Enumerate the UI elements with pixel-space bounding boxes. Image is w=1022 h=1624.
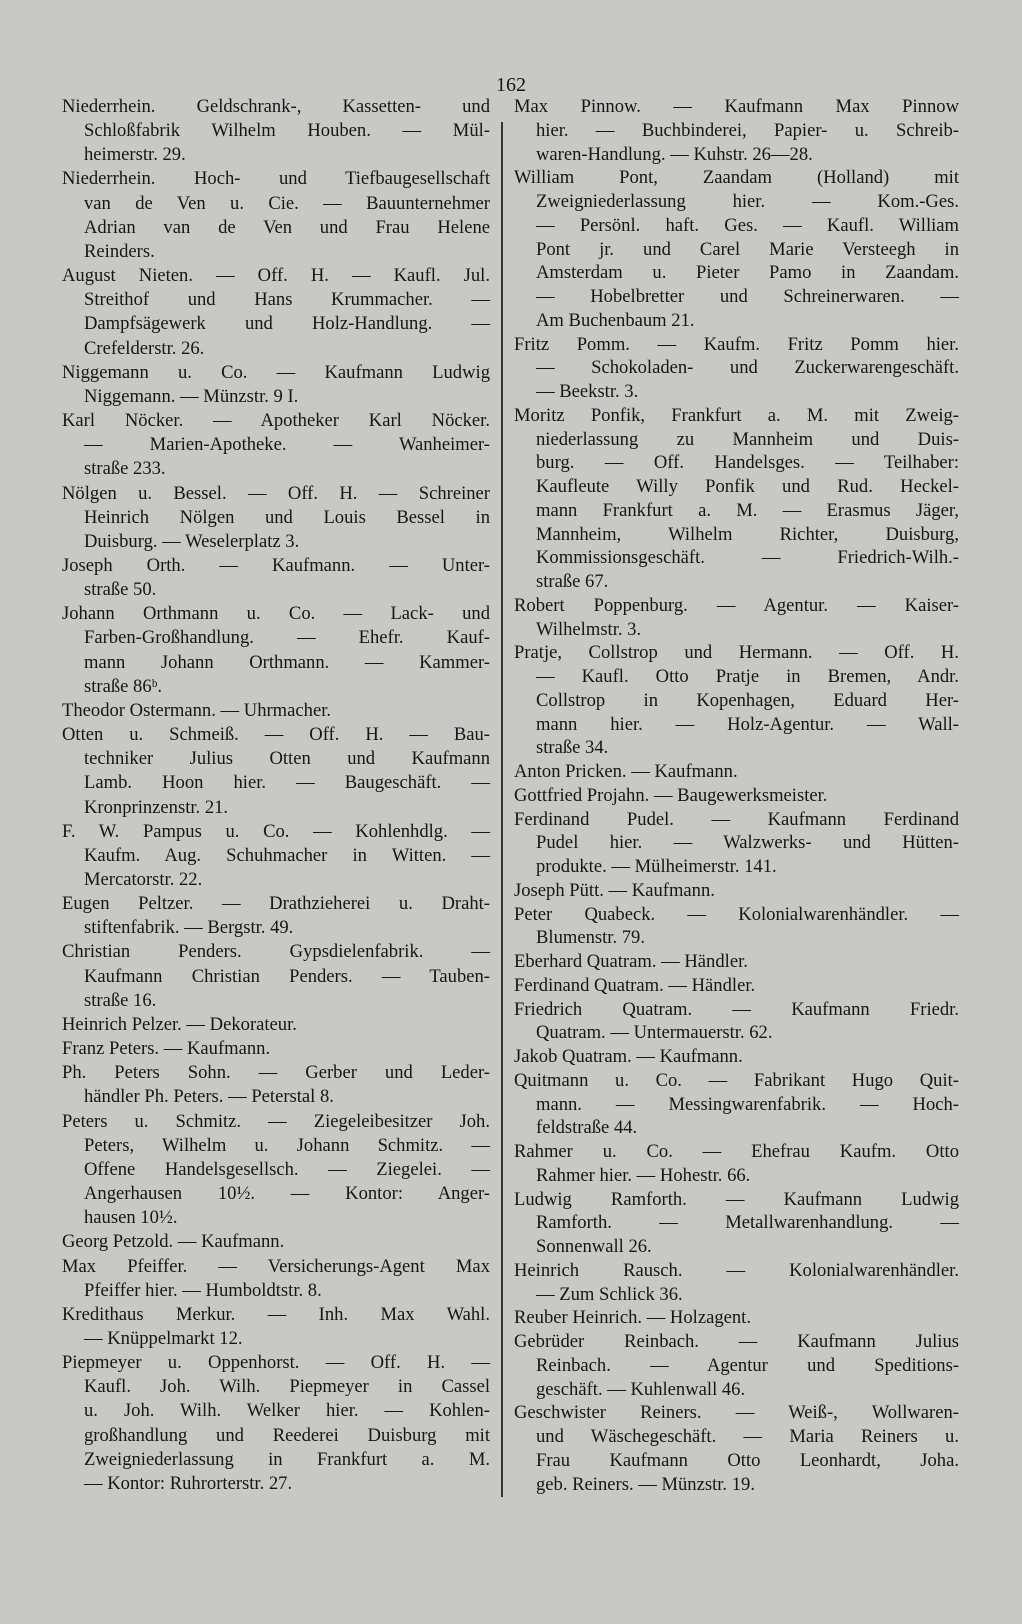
entry-line: August Nieten. — Off. H. — Kaufl. Jul. xyxy=(62,265,490,287)
directory-entry xyxy=(514,1045,959,1069)
directory-entry xyxy=(514,1306,959,1330)
entry-line: Reinders. xyxy=(84,240,155,262)
entry-line: Kaufl. Joh. Wilh. Piepmeyer in Cassel xyxy=(84,1376,490,1398)
entry-line: produkte. — Mülheimerstr. 141. xyxy=(536,856,777,877)
entry-line: Offene Handelsgesellsch. — Ziegelei. — xyxy=(84,1158,490,1180)
entry-line: Zweigniederlassung in Frankfurt a. M. xyxy=(84,1448,490,1470)
entry-line: straße 34. xyxy=(536,737,609,759)
entry-line: Kronprinzenstr. 21. xyxy=(84,796,229,818)
entry-line: Peter Quabeck. — Kolonialwarenhändler. — xyxy=(514,903,959,925)
directory-entry xyxy=(62,1255,490,1303)
directory-entry xyxy=(62,1013,490,1037)
entry-line: straße 67. xyxy=(536,571,609,592)
entry-line: Niederrhein. Hoch- und Tiefbaugesellschaft xyxy=(62,168,490,190)
directory-entry xyxy=(62,1351,490,1496)
entry-line: Reinbach. — Agentur und Speditions- xyxy=(536,1354,959,1376)
entry-line: Streithof und Hans Krummacher. — xyxy=(84,289,490,311)
entry-line: Rahmer u. Co. — Ehefrau Kaufm. Otto xyxy=(514,1141,959,1162)
entry-line: Lamb. Hoon hier. — Baugeschäft. — xyxy=(84,772,490,794)
directory-entry xyxy=(514,1188,959,1259)
entry-line: Heinrich Rausch. — Kolonialwarenhändler. xyxy=(514,1259,959,1281)
entry-line: straße 86ᵇ. xyxy=(84,675,163,697)
entry-line: Karl Nöcker. — Apotheker Karl Nöcker. xyxy=(62,410,490,432)
entry-line: Mannheim, Wilhelm Richter, Duisburg, xyxy=(536,523,959,545)
directory-entry xyxy=(62,554,490,602)
entry-line: Georg Petzold. — Kaufmann. xyxy=(62,1231,285,1253)
entry-line: Quatram. — Untermauerstr. 62. xyxy=(536,1022,773,1044)
entry-line: Otten u. Schmeiß. — Off. H. — Bau- xyxy=(62,724,490,746)
entry-line: u. Joh. Wilh. Welker hier. — Kohlen- xyxy=(84,1400,490,1422)
entry-line: Ferdinand Quatram. — Händler. xyxy=(514,974,756,996)
entry-line: Ferdinand Pudel. — Kaufmann Ferdinand xyxy=(514,808,959,830)
right-column xyxy=(514,95,959,1496)
entry-line: Frau Kaufmann Otto Leonhardt, Joha. xyxy=(536,1449,959,1471)
entry-line: straße 16. xyxy=(84,989,157,1011)
directory-entry xyxy=(514,760,959,784)
entry-line: Friedrich Quatram. — Kaufmann Friedr. xyxy=(514,998,959,1020)
entry-line: Pfeiffer hier. — Humboldtstr. 8. xyxy=(84,1279,322,1301)
entry-line: geschäft. — Kuhlenwall 46. xyxy=(536,1378,746,1400)
entry-line: Mercatorstr. 22. xyxy=(84,869,203,890)
entry-line: — Marien-Apotheke. — Wanheimer- xyxy=(84,434,490,456)
entry-line: Wilhelmstr. 3. xyxy=(536,618,642,640)
directory-entry xyxy=(514,950,959,974)
directory-entry xyxy=(514,1259,959,1307)
entry-line: Ramforth. — Metallwarenhandlung. — xyxy=(536,1212,959,1234)
entry-line: Max Pinnow. — Kaufmann Max Pinnow xyxy=(514,96,959,117)
directory-entry xyxy=(62,892,490,940)
entry-line: Kaufmann Christian Penders. — Tauben- xyxy=(84,965,490,987)
entry-line: Reuber Heinrich. — Holzagent. xyxy=(514,1307,751,1329)
entry-line: burg. — Off. Handelsges. — Teilhaber: xyxy=(536,452,959,474)
directory-entry xyxy=(62,1061,490,1109)
directory-entry xyxy=(62,1110,490,1231)
entry-line: Kommissionsgeschäft. — Friedrich-Wilh.- xyxy=(536,547,959,569)
entry-line: Robert Poppenburg. — Agentur. — Kaiser- xyxy=(514,594,959,616)
directory-entry xyxy=(514,903,959,951)
directory-entry xyxy=(514,974,959,998)
entry-line: großhandlung und Reederei Duisburg mit xyxy=(84,1424,490,1446)
entry-line: van de Ven u. Cie. — Bauunternehmer xyxy=(84,192,490,214)
entry-line: — Hobelbretter und Schreinerwaren. — xyxy=(536,286,959,307)
directory-entry xyxy=(514,1069,959,1140)
entry-line: Pudel hier. — Walzwerks- und Hütten- xyxy=(536,832,959,854)
entry-line: Sonnenwall 26. xyxy=(536,1236,652,1257)
entry-line: stiftenfabrik. — Bergstr. 49. xyxy=(84,917,294,939)
entry-line: Jakob Quatram. — Kaufmann. xyxy=(514,1046,743,1067)
directory-entry xyxy=(514,1401,959,1496)
directory-entry xyxy=(62,820,490,892)
entry-line: Duisburg. — Weselerplatz 3. xyxy=(84,530,300,552)
directory-entry xyxy=(514,404,959,594)
entry-line: Peters, Wilhelm u. Johann Schmitz. — xyxy=(84,1134,490,1156)
entry-line: feldstraße 44. xyxy=(536,1117,638,1139)
entry-line: Anton Pricken. — Kaufmann. xyxy=(514,761,738,782)
entry-line: straße 233. xyxy=(84,458,166,480)
directory-entry xyxy=(514,879,959,903)
directory-entry xyxy=(514,333,959,404)
entry-line: Amsterdam u. Pieter Pamo in Zaandam. xyxy=(536,262,959,284)
entry-line: Kaufm. Aug. Schuhmacher in Witten. — xyxy=(84,844,490,866)
entry-line: Heinrich Nölgen und Louis Bessel in xyxy=(84,506,490,528)
entry-line: Max Pfeiffer. — Versicherungs-Agent Max xyxy=(62,1255,490,1277)
entry-line: Peters u. Schmitz. — Ziegeleibesitzer Joh. xyxy=(62,1110,490,1132)
entry-line: Ludwig Ramforth. — Kaufmann Ludwig xyxy=(514,1188,959,1210)
directory-entry xyxy=(62,167,490,264)
entry-line: Schloßfabrik Wilhelm Houben. — Mül- xyxy=(84,120,490,142)
entry-line: Johann Orthmann u. Co. — Lack- und xyxy=(62,603,490,625)
entry-line: Blumenstr. 79. xyxy=(536,927,645,949)
entry-line: — Knüppelmarkt 12. xyxy=(84,1327,243,1349)
entry-line: Niggemann u. Co. — Kaufmann Ludwig xyxy=(62,361,490,383)
entry-line: Moritz Ponfik, Frankfurt a. M. mit Zweig- xyxy=(514,404,959,426)
entry-line: Kredithaus Merkur. — Inh. Max Wahl. xyxy=(62,1303,490,1325)
entry-line: — Kontor: Ruhrorterstr. 27. xyxy=(84,1472,293,1494)
entry-line: mann. — Messingwarenfabrik. — Hoch- xyxy=(536,1093,959,1115)
directory-entry xyxy=(62,95,490,167)
entry-line: straße 50. xyxy=(84,579,157,601)
entry-line: händler Ph. Peters. — Peterstal 8. xyxy=(84,1086,334,1108)
directory-entry xyxy=(62,940,490,1012)
page-number: 162 xyxy=(496,74,526,96)
entry-line: Ph. Peters Sohn. — Gerber und Leder- xyxy=(62,1062,490,1084)
directory-entry xyxy=(62,723,490,820)
entry-line: — Zum Schlick 36. xyxy=(536,1283,683,1305)
entry-line: Quitmann u. Co. — Fabrikant Hugo Quit- xyxy=(514,1069,959,1091)
entry-line: Niederrhein. Geldschrank-, Kassetten- und xyxy=(62,96,490,117)
entry-line: William Pont, Zaandam (Holland) mit xyxy=(514,167,959,189)
entry-line: Joseph Pütt. — Kaufmann. xyxy=(514,879,715,901)
entry-line: mann Johann Orthmann. — Kammer- xyxy=(84,651,490,673)
directory-entry xyxy=(62,602,490,699)
entry-line: Farben-Großhandlung. — Ehefr. Kauf- xyxy=(84,627,490,649)
directory-entry xyxy=(514,784,959,808)
directory-entry xyxy=(514,95,959,166)
entry-line: Geschwister Reiners. — Weiß-, Wollwaren- xyxy=(514,1402,959,1424)
entry-line: Joseph Orth. — Kaufmann. — Unter- xyxy=(62,554,490,576)
entry-line: Crefelderstr. 26. xyxy=(84,337,205,359)
entry-line: Christian Penders. Gypsdielenfabrik. — xyxy=(62,941,490,963)
entry-line: Piepmeyer u. Oppenhorst. — Off. H. — xyxy=(62,1352,490,1374)
entry-line: Collstrop in Kopenhagen, Eduard Her- xyxy=(536,689,959,711)
entry-line: Franz Peters. — Kaufmann. xyxy=(62,1038,271,1060)
directory-entry xyxy=(514,808,959,879)
entry-line: heimerstr. 29. xyxy=(84,144,186,166)
entry-line: niederlassung zu Mannheim und Duis- xyxy=(536,428,959,450)
entry-line: — Persönl. haft. Ges. — Kaufl. William xyxy=(536,214,959,236)
entry-line: Gottfried Projahn. — Baugewerksmeister. xyxy=(514,784,828,806)
entry-line: Theodor Ostermann. — Uhrmacher. xyxy=(62,699,332,721)
directory-entry xyxy=(514,998,959,1046)
entry-line: geb. Reiners. — Münzstr. 19. xyxy=(536,1473,755,1495)
entry-line: mann Frankfurt a. M. — Erasmus Jäger, xyxy=(536,499,959,521)
entry-line: Kaufleute Willy Ponfik und Rud. Heckel- xyxy=(536,476,959,497)
directory-entry xyxy=(62,482,490,554)
entry-line: waren-Handlung. — Kuhstr. 26—28. xyxy=(536,143,813,165)
left-column xyxy=(62,95,490,1496)
entry-line: Niggemann. — Münzstr. 9 I. xyxy=(84,385,299,407)
directory-entry xyxy=(62,264,490,361)
entry-line: techniker Julius Otten und Kaufmann xyxy=(84,748,490,770)
directory-entry xyxy=(514,1140,959,1188)
entry-line: Dampfsägewerk und Holz-Handlung. — xyxy=(84,313,490,335)
directory-entry xyxy=(62,409,490,481)
entry-line: — Beekstr. 3. xyxy=(536,381,639,402)
entry-line: Pont jr. und Carel Marie Versteegh in xyxy=(536,238,959,260)
directory-entry xyxy=(62,699,490,723)
entry-line: hausen 10½. xyxy=(84,1207,178,1229)
entry-line: Zweigniederlassung hier. — Kom.-Ges. xyxy=(536,191,959,212)
entry-line: — Kaufl. Otto Pratje in Bremen, Andr. xyxy=(536,666,959,687)
entry-line: Fritz Pomm. — Kaufm. Fritz Pomm hier. xyxy=(514,333,959,355)
directory-entry xyxy=(62,1303,490,1351)
entry-line: Rahmer hier. — Hohestr. 66. xyxy=(536,1164,751,1186)
entry-line: mann hier. — Holz-Agentur. — Wall- xyxy=(536,713,959,735)
entry-line: Adrian van de Ven und Frau Helene xyxy=(84,216,490,238)
directory-entry xyxy=(62,1230,490,1254)
entry-line: F. W. Pampus u. Co. — Kohlenhdlg. — xyxy=(62,820,490,842)
directory-entry xyxy=(514,594,959,642)
entry-line: und Wäschegeschäft. — Maria Reiners u. xyxy=(536,1426,959,1447)
entry-line: Angerhausen 10½. — Kontor: Anger- xyxy=(84,1183,490,1205)
directory-entry xyxy=(62,1037,490,1061)
entry-line: Heinrich Pelzer. — Dekorateur. xyxy=(62,1013,297,1035)
entry-line: — Schokoladen- und Zuckerwarengeschäft. xyxy=(536,357,959,379)
entry-line: Am Buchenbaum 21. xyxy=(536,309,695,331)
directory-entry xyxy=(514,641,959,760)
directory-entry xyxy=(514,166,959,332)
entry-line: Eberhard Quatram. — Händler. xyxy=(514,951,748,972)
entry-line: Eugen Peltzer. — Drathzieherei u. Draht- xyxy=(62,893,490,915)
entry-line: hier. — Buchbinderei, Papier- u. Schreib- xyxy=(536,119,959,141)
column-divider xyxy=(501,122,503,1497)
directory-entry xyxy=(62,361,490,409)
entry-line: Pratje, Collstrop und Hermann. — Off. H. xyxy=(514,642,959,664)
entry-line: Nölgen u. Bessel. — Off. H. — Schreiner xyxy=(62,482,490,504)
entry-line: Gebrüder Reinbach. — Kaufmann Julius xyxy=(514,1331,959,1352)
directory-entry xyxy=(514,1330,959,1401)
